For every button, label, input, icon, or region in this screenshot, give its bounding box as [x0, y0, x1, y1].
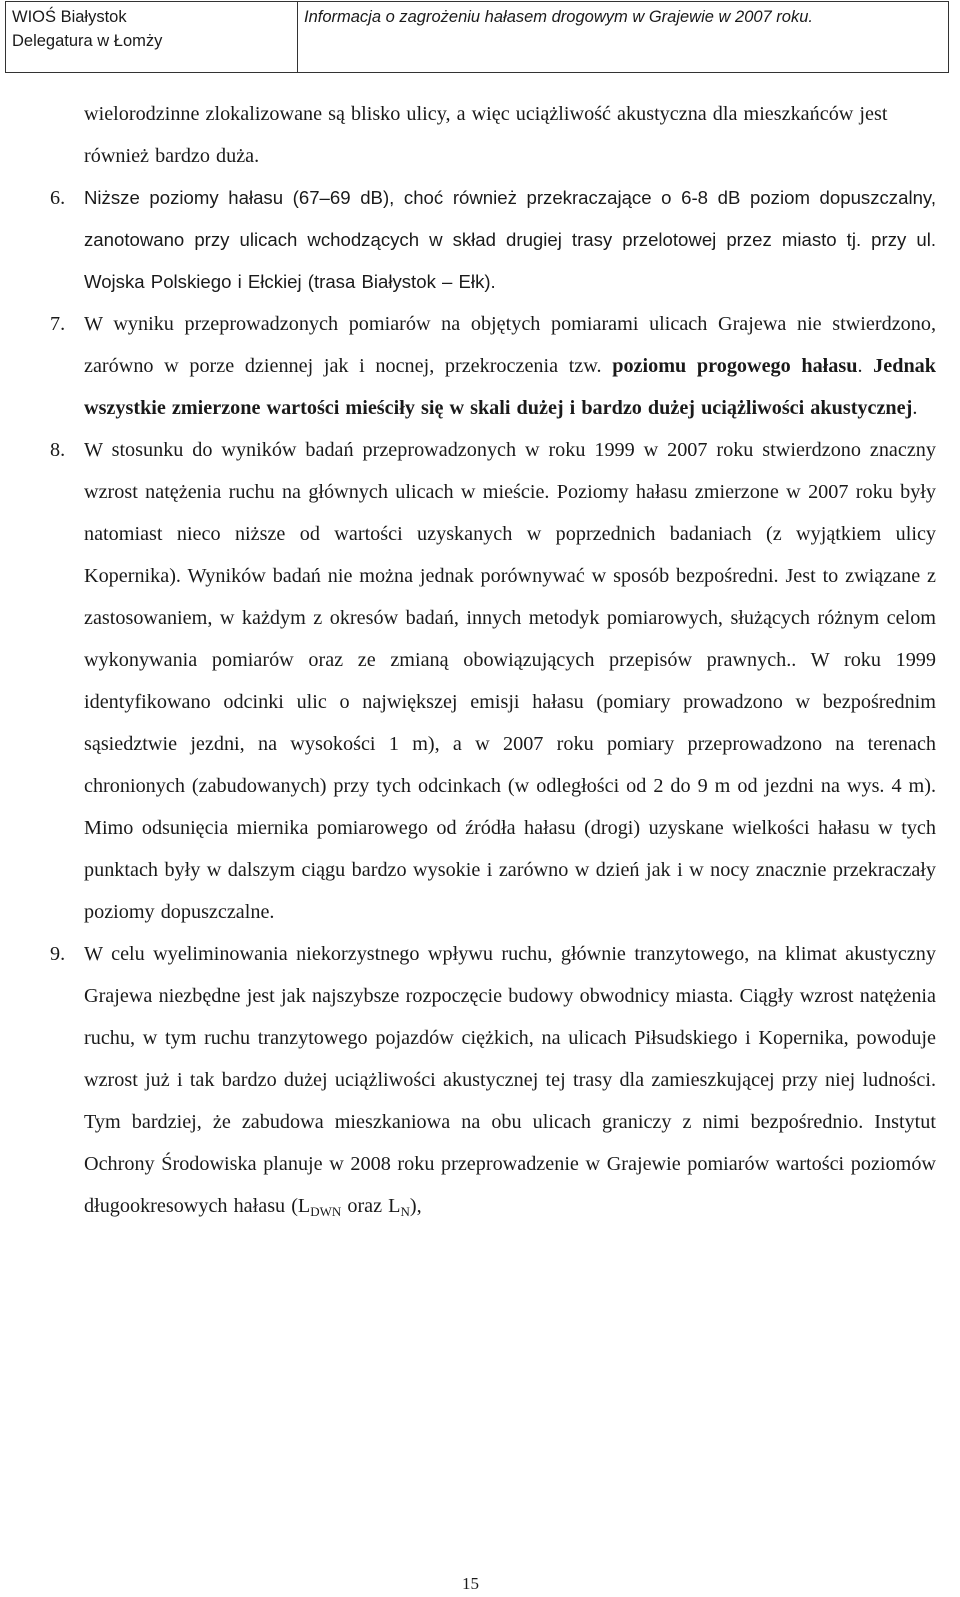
item-7-text-part5: .: [912, 397, 918, 419]
item-7-text-part1: W wyniku przeprowadzonych pomiarów na objętych pomiarami ulicach Grajewa nie stwierdzono, zarówno w porze dziennej jak i nocnej, przekroczenia tzw.: [84, 313, 936, 377]
header-delegation-name: Delegatura w Łomży: [12, 32, 163, 50]
item-9-text: W celu wyeliminowania niekorzystnego wpływu ruchu, głównie tranzytowego, na klimat akustyczny Grajewa niezbędne jest jak najszybsze rozpoczęcie budowy obwodnicy miasta. Ciągły wzrost natężenia ruchu, w tym ruchu tranzytowego pojazdów ciężkich, na ulicach Piłsudskiego i Kopernika, powoduje wzrost już i tak bardzo dużej uciążliwości akustycznej tej trasy dla zamieszkującej przy niej ludności. Tym bardziej, że zabudowa mieszkaniowa na obu ulicach graniczy z nimi bezpośrednio. Instytut Ochrony Środowiska planuje w 2008 roku przeprowadzenie w Grajewie pomiarów wartości poziomów długookresowych hałasu (L: [84, 943, 936, 1217]
item-7-text-part3: .: [857, 355, 874, 377]
item-7-bold-conclusion: Jednak wszystkie zmierzone wartości mieściły się w skali dużej i bardzo dużej uciążliwości akustycznej: [84, 355, 937, 419]
item-6-text-part2: Wojska Polskiego i Ełckiej (trasa Białystok – Ełk).: [84, 271, 496, 292]
header-institution-name: WIOŚ Białystok: [12, 8, 127, 26]
item-6-text-part1: Niższe poziomy hałasu (67–69 dB), choć również przekraczające o 6-8 dB poziom dopuszczalny, zanotowano przy ulicach wchodzących w skład drugiej trasy przelotowej przez miasto tj. przy ul.: [84, 187, 936, 250]
item-8-text: W stosunku do wyników badań przeprowadzonych w roku 1999 w 2007 roku stwierdzono znaczny wzrost natężenia ruchu na głównych ulicach w mieście. Poziomy hałasu zmierzone w 2007 roku były natomiast nieco niższe od wartości uzyskanych w poprzednich badaniach (z wyjątkiem ulicy Kopernika). Wyników badań nie można jednak porównywać w sposób bezpośredni. Jest to związane z zastosowaniem, w każdym z okresów badań, innych metodyk pomiarowych, służących różnym celom wykonywania pomiarów oraz ze zmianą obowiązujących przepisów prawnych.. W roku 1999 identyfikowano odcinki ulic o największej emisji hałasu (pomiary prowadzono w bezpośrednim sąsiedztwie jezdni, na wysokości 1 m), a w 2007 roku pomiary przeprowadzono na terenach chronionych (zabudowanych) przy tych odcinkach (w odległości od 2 do 9 m od jezdni na wys. 4 m). Mimo odsunięcia miernika pomiarowego od źródła hałasu (drogi) uzyskane wielkości hałasu w tych punktach były w dalszym ciągu bardzo wysokie i zarówno w dzień jak i w nocy znacznie przekraczały poziomy dopuszczalne.: [84, 439, 936, 923]
continuation-text: wielorodzinne zlokalizowane są blisko ulicy, a więc uciążliwość akustyczna dla mieszkańców jest również bardzo duża.: [84, 103, 888, 167]
list-item-9: [52, 933, 936, 1227]
item-9-subscript-n: N: [400, 1204, 410, 1219]
header-institution: [6, 2, 298, 72]
header-title-text: Informacja o zagrożeniu hałasem drogowym w Grajewie w 2007 roku.: [304, 8, 813, 26]
list-number: 9.: [50, 943, 66, 965]
continuation-paragraph: [52, 93, 936, 177]
item-9-subscript-dwn: DWN: [310, 1204, 342, 1219]
page-number: 15: [462, 1574, 479, 1593]
item-9-text-mid: oraz L: [341, 1195, 401, 1217]
page-header: [5, 1, 949, 73]
document-body: [52, 93, 936, 1227]
list-number: 7.: [50, 313, 66, 335]
list-item-6: [52, 177, 936, 303]
header-document-title: [298, 2, 948, 72]
list-number: 6.: [50, 187, 66, 209]
list-item-7: [52, 303, 936, 429]
item-7-bold-term: poziomu progowego hałasu: [612, 355, 858, 377]
item-9-text-end: ),: [409, 1195, 422, 1217]
list-number: 8.: [50, 439, 66, 461]
list-item-8: [52, 429, 936, 933]
